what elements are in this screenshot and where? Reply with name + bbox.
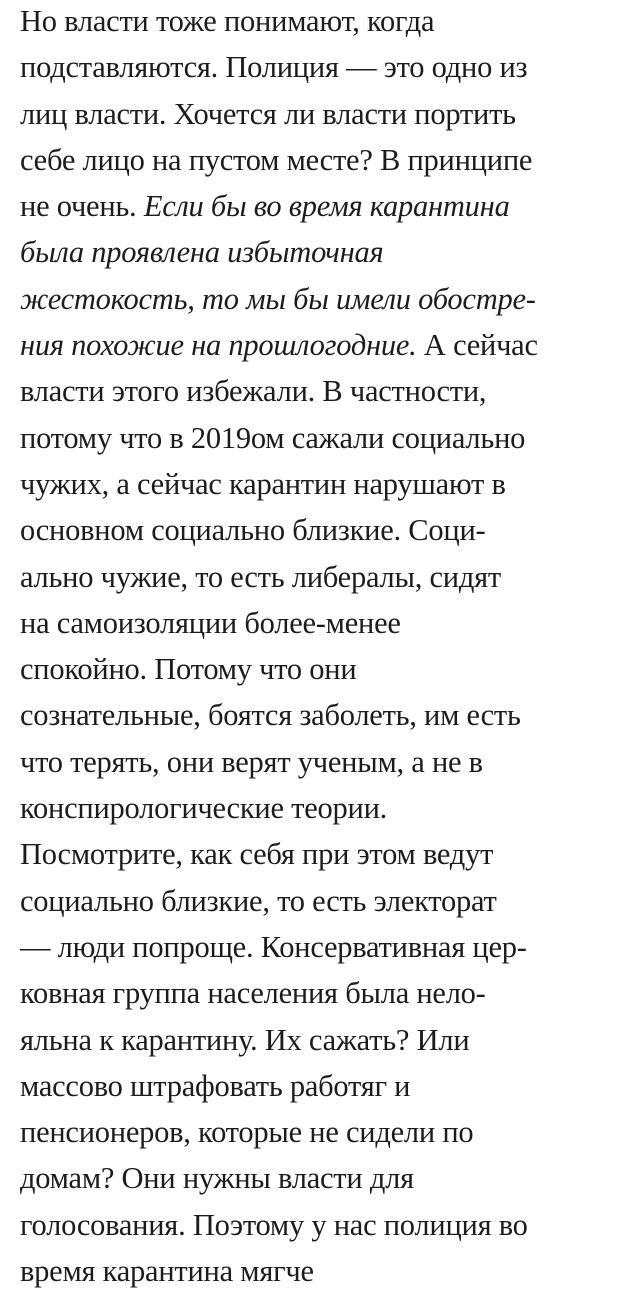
- text-segment: ально чужие, то есть либералы, сидят: [20, 559, 501, 594]
- text-line: [20, 785, 641, 831]
- text-segment: время карантина мягче: [20, 1254, 314, 1289]
- text-line: [20, 91, 641, 137]
- text-segment: социально близкие, то есть электорат: [20, 883, 497, 918]
- text-segment: массово штрафовать работяг и: [20, 1068, 411, 1103]
- text-line: [20, 1109, 641, 1155]
- text-line: [20, 646, 641, 692]
- text-line: [20, 970, 641, 1016]
- text-line: [20, 878, 641, 924]
- text-line: [20, 137, 641, 183]
- text-segment: яльна к карантину. Их сажать? Или: [20, 1022, 470, 1057]
- text-segment: А сейчас: [416, 328, 538, 363]
- text-segment: на самоизоляции более-менее: [20, 605, 401, 640]
- text-line: [20, 1017, 641, 1063]
- text-segment: конспирологические теории.: [20, 791, 388, 826]
- text-segment: Но власти тоже понимают, когда: [20, 4, 435, 38]
- text-line: [20, 692, 641, 738]
- text-segment: себе лицо на пустом месте? В принципе: [20, 142, 533, 177]
- text-line: [20, 739, 641, 785]
- text-line: [20, 924, 641, 970]
- text-line: [20, 276, 641, 322]
- text-segment: не очень.: [20, 189, 144, 224]
- text-line: [20, 461, 641, 507]
- text-line: [20, 0, 641, 44]
- text-segment: — люди попроще. Консервативная цер-: [20, 929, 527, 964]
- text-segment: пенсионеров, которые не сидели по: [20, 1115, 474, 1150]
- italic-text-segment: была проявлена избыточная: [20, 235, 384, 270]
- text-line: [20, 229, 641, 275]
- article-text: [20, 0, 641, 1294]
- italic-text-segment: ния похожие на прошлогодние.: [20, 328, 417, 363]
- text-line: [20, 322, 641, 368]
- text-line: [20, 554, 641, 600]
- text-line: [20, 1063, 641, 1109]
- text-line: [20, 600, 641, 646]
- text-line: [20, 415, 641, 461]
- text-line: [20, 831, 641, 877]
- italic-text-segment: жестокость, то мы бы имели обостре-: [20, 281, 536, 316]
- text-line: [20, 507, 641, 553]
- text-line: [20, 1202, 641, 1248]
- text-segment: лиц власти. Хочется ли власти портить: [20, 96, 516, 131]
- text-segment: чужих, а сейчас карантин нарушают в: [20, 466, 506, 501]
- italic-text-segment: Если бы во время карантина: [143, 189, 510, 224]
- text-segment: власти этого избежали. В частности,: [20, 374, 487, 409]
- text-segment: сознательные, боятся заболеть, им есть: [20, 698, 521, 733]
- text-segment: домам? Они нужны власти для: [20, 1161, 414, 1196]
- text-segment: подставляются. Полиция — это одно из: [20, 50, 528, 85]
- text-line: [20, 183, 641, 229]
- text-segment: голосования. Поэтому у нас полиция во: [20, 1207, 528, 1242]
- text-segment: что терять, они верят ученым, а не в: [20, 744, 483, 779]
- text-segment: основном социально близкие. Соци-: [20, 513, 486, 548]
- text-segment: спокойно. Потому что они: [20, 652, 357, 687]
- text-segment: ковная группа населения была нело-: [20, 976, 486, 1011]
- text-segment: потому что в 2019ом сажали социально: [20, 420, 526, 455]
- text-segment: Посмотрите, как себя при этом ведут: [20, 837, 494, 872]
- text-line: [20, 44, 641, 90]
- text-line: [20, 1248, 641, 1294]
- text-line: [20, 1155, 641, 1201]
- text-line: [20, 368, 641, 414]
